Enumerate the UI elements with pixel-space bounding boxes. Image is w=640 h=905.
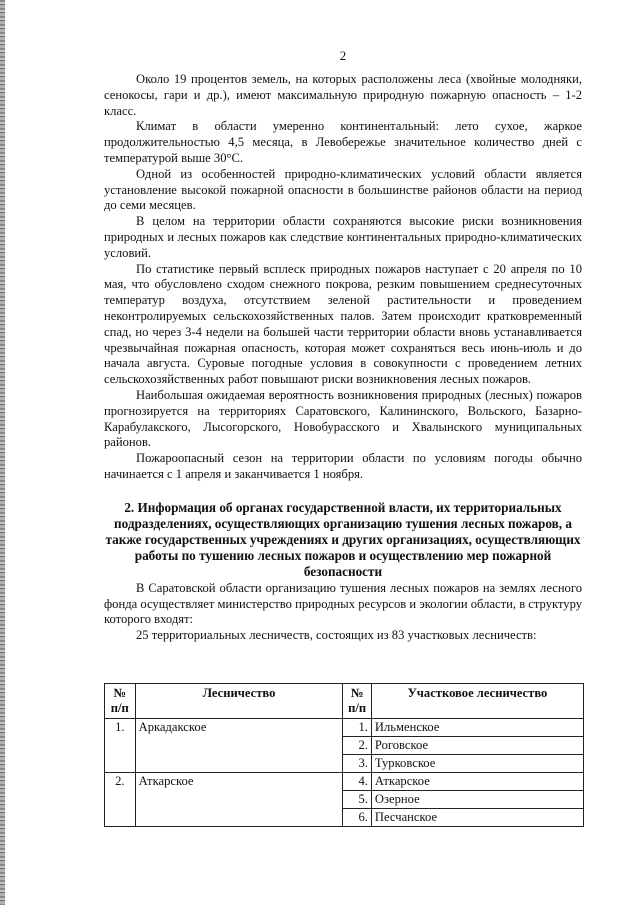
- table-cell: 1.: [105, 719, 136, 773]
- table-cell: 4.: [343, 773, 371, 791]
- table-row: [105, 773, 584, 791]
- paragraph: Наибольшая ожидаемая вероятность возникновения природных (лесных) пожаров прогнозируется на территориях Саратовского, Калининского, Вольского, Базарно-Карабулакского, Лысогорского, Новобурасского и Хвалынского муниципальных районов.: [104, 387, 582, 450]
- paragraph: 25 территориальных лесничеств, состоящих из 83 участковых лесничеств:: [136, 628, 537, 643]
- table-cell: 2.: [343, 737, 371, 755]
- table-cell: Аркадакское: [135, 719, 343, 773]
- forestry-table: [104, 683, 584, 827]
- table-cell: 2.: [105, 773, 136, 827]
- paragraph: В Саратовской области организацию тушения лесных пожаров на землях лесного фонда осуществляет министерство природных ресурсов и экологии области, в структуру которого входят:: [104, 580, 582, 627]
- table-cell: Озерное: [371, 791, 583, 809]
- table-cell: Аткарское: [135, 773, 343, 827]
- section-heading: 2. Информация об органах государственной власти, их территориальных подразделениях, осуществляющих организацию тушения лесных пожаров, а также государственных учреждениях и других организациях, осуществляющих работы по тушению лесных пожаров и осуществлению мер пожарной безопасности: [105, 499, 581, 579]
- column-header: Лесничество: [135, 684, 343, 719]
- column-header: Участковое лесничество: [371, 684, 583, 719]
- table-cell: Турковское: [371, 755, 583, 773]
- paragraph: В целом на территории области сохраняются высокие риски возникновения природных и лесных пожаров как следствие континентальных природно-климатических условий.: [104, 214, 582, 260]
- table-cell: 5.: [343, 791, 371, 809]
- table-cell: 6.: [343, 809, 371, 827]
- table-cell: Роговское: [371, 737, 583, 755]
- table-cell: 1.: [343, 719, 371, 737]
- page-number: 2: [339, 48, 347, 63]
- paragraph: По статистике первый всплеск природных пожаров наступает с 20 апреля по 10 мая, что обусловлено сходом снежного покрова, резким повышением среднесуточных температур воздуха, отсутствием зеленой растительности и проведением неконтролируемых сельскохозяйственных палов. Затем происходит кратковременный спад, но через 3-4 недели на большей части территории области вновь устанавливается чрезвычайная пожарная опасность, которая может сохраняться весь июнь-июль и до начала августа. Суровые погодные условия в совокупности с проведением летних сельскохозяйственных работ повышают риски возникновения лесных пожаров.: [104, 261, 582, 387]
- table-header-row: [105, 684, 584, 719]
- scan-edge: [0, 0, 5, 905]
- paragraph: Около 19 процентов земель, на которых расположены леса (хвойные молодняки, сенокосы, гари и др.), имеют максимальную природную пожарную опасность – 1-2 класс.: [104, 72, 582, 118]
- paragraph: Климат в области умеренно континентальный: лето сухое, жаркое продолжительностью 4,5 месяца, в Левобережье значительное количество дней с температурой выше 30°С.: [104, 119, 582, 165]
- table-cell: Песчанское: [371, 809, 583, 827]
- column-header: № п/п: [105, 684, 136, 719]
- table-cell: 3.: [343, 755, 371, 773]
- table-row: [105, 719, 584, 737]
- table-cell: Аткарское: [371, 773, 583, 791]
- table-cell: Ильменское: [371, 719, 583, 737]
- column-header: № п/п: [343, 684, 371, 719]
- paragraph: Одной из особенностей природно-климатических условий области является установление высокой пожарной опасности в большинстве районов области на период до семи месяцев.: [104, 166, 582, 213]
- document-body: [104, 72, 582, 644]
- paragraph: Пожароопасный сезон на территории области по условиям погоды обычно начинается с 1 апреля и заканчивается 1 ноября.: [104, 451, 582, 481]
